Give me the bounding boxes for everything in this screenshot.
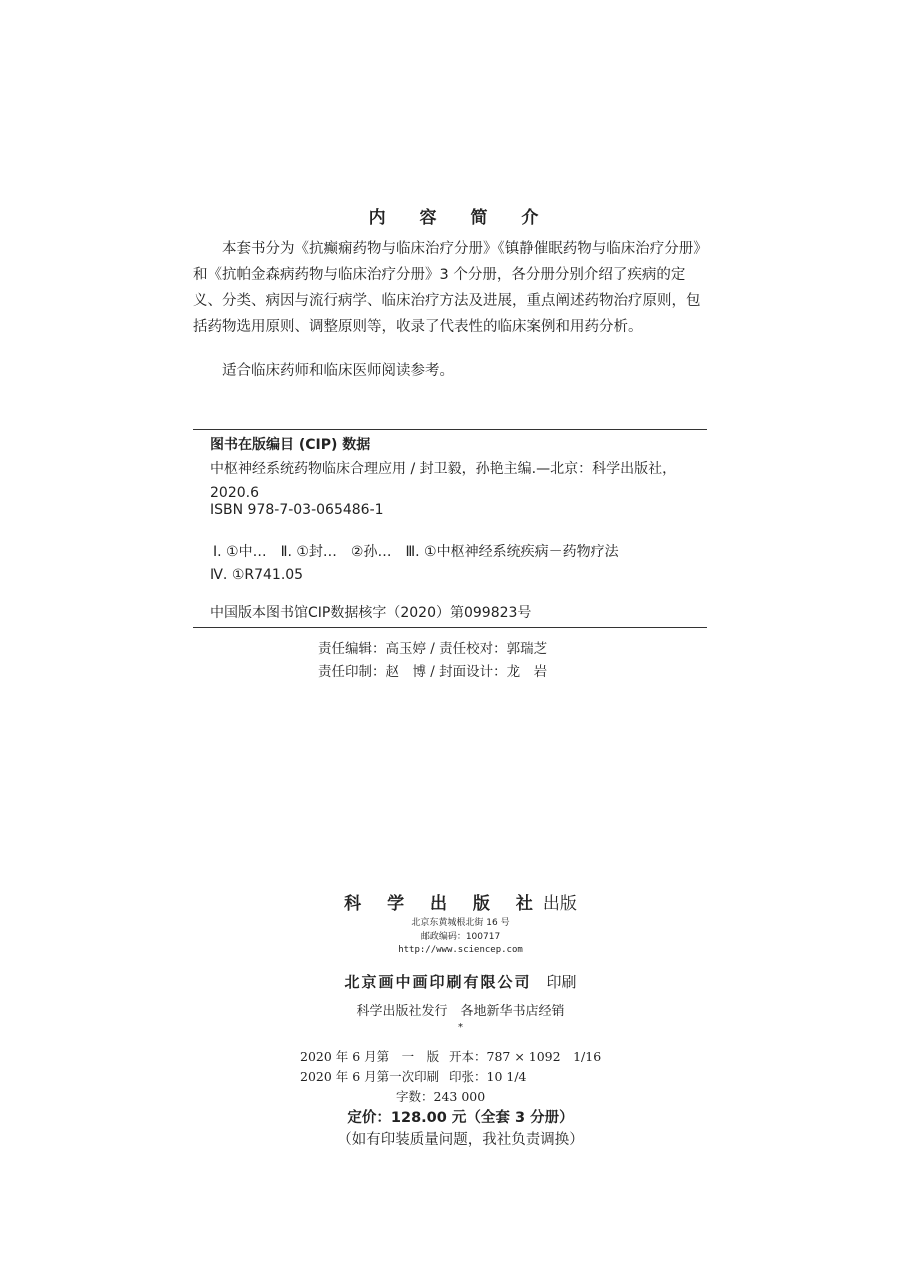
quality-notice: （如有印装质量问题，我社负责调换）: [337, 1132, 584, 1148]
cip-entry: 中枢神经系统药物临床合理应用 / 封卫毅，孙艳主编.—北京：科学出版社，2020.6: [210, 461, 677, 501]
publisher-url: http://www.sciencep.com: [398, 945, 523, 955]
cip-classification-1: Ⅰ. ①中… Ⅱ. ①封… ②孙… Ⅲ. ①中枢神经系统疾病－药物疗法: [213, 544, 619, 560]
cip-isbn: ISBN 978-7-03-065486-1: [210, 502, 384, 518]
cip-top-divider: [193, 429, 707, 430]
edition-line-1-right: 开本：787 × 1092 1/16: [449, 1049, 602, 1064]
publisher-suffix: 出版: [542, 894, 577, 914]
printer-name: 北京画中画印刷有限公司: [344, 973, 532, 991]
credits-line-1: 责任编辑：高玉婷 / 责任校对：郭瑞芝: [318, 641, 548, 657]
credits-line-2: 责任印制：赵 博 / 封面设计：龙 岩: [318, 664, 548, 680]
cip-record-number: 中国版本图书馆CIP数据核字（2020）第099823号: [210, 605, 532, 621]
summary-paragraph-2: 适合临床药师和临床医师阅读参考。: [222, 363, 454, 379]
printer-suffix: 印刷: [546, 973, 577, 991]
word-count: 字数：243 000: [396, 1089, 486, 1104]
page-title: 内 容 简 介: [368, 208, 553, 228]
printer-line: [0, 971, 921, 992]
publisher-name: 科 学 出 版 社: [344, 894, 543, 914]
distribution-line: 科学出版社发行 各地新华书店经销: [356, 1004, 565, 1019]
publisher-postcode: 邮政编码：100717: [420, 932, 501, 942]
cip-bottom-divider: [193, 627, 707, 628]
cip-title: 图书在版编目 (CIP) 数据: [210, 437, 371, 453]
summary-paragraph-1: 本套书分为《抗癫痫药物与临床治疗分册》《镇静催眠药物与临床治疗分册》和《抗帕金森病药物与临床治疗分册》3 个分册，各分册分别介绍了疾病的定义、分类、病因与流行病学、临床治疗方法及进展，重点阐述药物治疗原则，包括药物选用原则、调整原则等，收录了代表性的临床案例和用药分析。: [193, 241, 708, 335]
edition-line-2-left: 2020 年 6 月第一次印刷: [300, 1069, 440, 1084]
cip-classification-2: Ⅳ. ①R741.05: [210, 567, 304, 583]
publisher-address: 北京东黄城根北街 16 号: [411, 918, 510, 928]
publisher-line: [0, 889, 921, 914]
edition-line-1-left: 2020 年 6 月第 一 版: [300, 1049, 440, 1064]
edition-line-2-right: 印张：10 1/4: [449, 1069, 527, 1084]
price: 定价：128.00 元（全套 3 分册）: [347, 1110, 574, 1126]
separator-mark: *: [458, 1022, 463, 1033]
